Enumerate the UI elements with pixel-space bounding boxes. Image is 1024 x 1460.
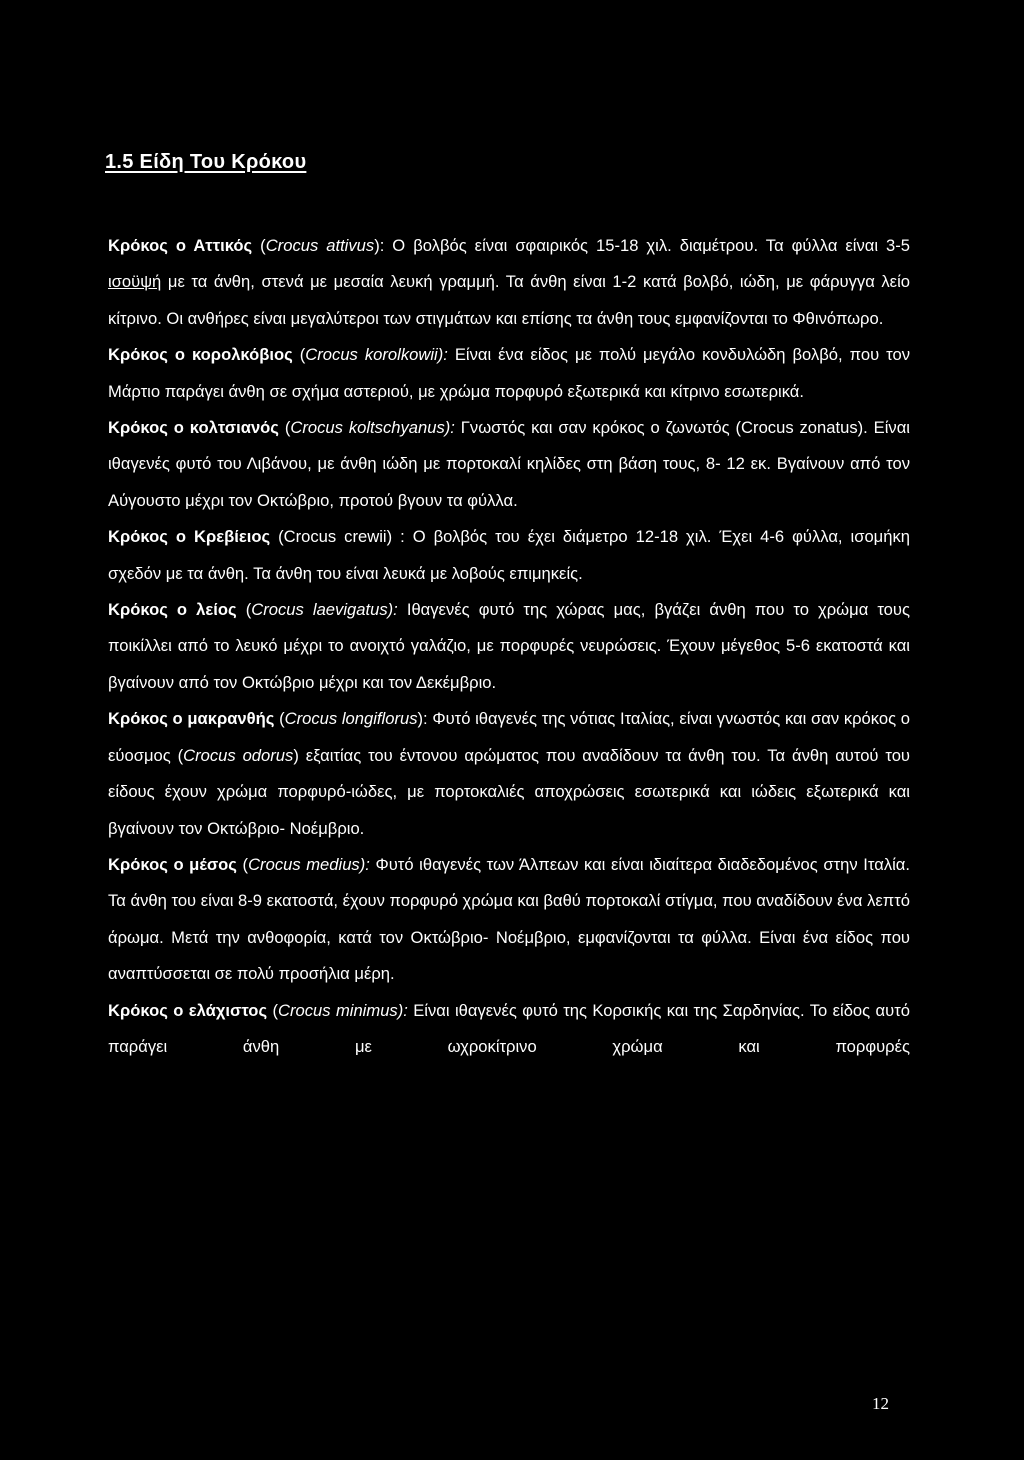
- species-name: Κρόκος ο Αττικός: [108, 236, 253, 255]
- latin-name: Crocus koltschyanus):: [290, 418, 455, 438]
- entry-crocus-attivus: Κρόκος ο Αττικός (Crocus attivus): Ο βολβός είναι σφαιρικός 15-18 χιλ. διαμέτρου. Τα φύλλα είναι 3-5 ισοϋψή με τα άνθη, στενά με μεσαία λευκή γραμμή. Τα άνθη είναι 1-2 κατά βολβό, ιώδη, με φάρυγγα λείο κίτρινο. Οι ανθήρες είναι μεγαλύτεροι των στιγμάτων και επίσης τα άνθη τους εμφανίζονται το Φθινόπωρο.: [108, 236, 910, 328]
- latin-name: Crocus longiflorus: [284, 709, 418, 729]
- species-name: Κρόκος ο Κρεβίειος: [108, 527, 271, 547]
- species-name: Κρόκος ο ελάχιστος: [108, 1000, 268, 1020]
- entry-crocus-korolkowii: Κρόκος ο κορολκόβιος (Crocus korolkowii): Είναι ένα είδος με πολύ μεγάλο κονδυλώδη βολβό, που τον Μάρτιο παράγει άνθη σε σχήμα αστεριού, με χρώμα πορφυρό εξωτερικά και κίτρινο εσωτερικά.: [108, 345, 910, 401]
- latin-name: Crocus korolkowii):: [305, 345, 448, 365]
- entry-crocus-minimus: Κρόκος ο ελάχιστος (Crocus minimus): Είναι ιθαγενές φυτό της Κορσικής και της Σαρδηνίας. Το είδος αυτό παράγει άνθη με ωχροκίτρινο χρώμα και πορφυρές: [108, 1000, 910, 1056]
- entry-crocus-crewii: Κρόκος ο Κρεβίειος (Crocus crewii) : Ο βολβός του έχει διάμετρο 12-18 χιλ. Έχει 4-6 φύλλα, ισομήκη σχεδόν με τα άνθη. Τα άνθη του είναι λευκά με λοβούς επιμηκείς.: [108, 527, 910, 583]
- underlined-term: ισοϋψή: [108, 272, 162, 292]
- species-list: [108, 228, 910, 1065]
- latin-name: Crocus attivus: [265, 236, 375, 255]
- species-name: Κρόκος ο κορολκόβιος: [108, 345, 293, 365]
- latin-name: Crocus minimus):: [278, 1000, 408, 1020]
- latin-name: Crocus odorus: [183, 745, 294, 765]
- species-name: Κρόκος ο λείος: [108, 600, 237, 620]
- section-heading: 1.5 Είδη Του Κρόκου: [105, 151, 307, 173]
- latin-name: Crocus laevigatus):: [251, 600, 398, 620]
- species-name: Κρόκος ο μέσος: [108, 854, 237, 874]
- page-number: 12: [872, 1394, 889, 1413]
- entry-crocus-longiflorus: Κρόκος ο μακρανθής (Crocus longiflorus): Φυτό ιθαγενές της νότιας Ιταλίας, είναι γνωστός και σαν κρόκος ο εύοσμος (Crocus odorus) εξαιτίας του έντονου αρώματος που αναδίδουν τα άνθη του. Τα άνθη αυτού του είδους έχουν χρώμα πορφυρό-ιώδες, με πορτοκαλιές αποχρώσεις εσωτερικά και ιώδεις εξωτερικά και βγαίνουν τον Οκτώβριο- Νοέμβριο.: [108, 709, 911, 838]
- species-name: Κρόκος ο μακρανθής: [108, 709, 275, 729]
- entry-crocus-laevigatus: Κρόκος ο λείος (Crocus laevigatus): Ιθαγενές φυτό της χώρας μας, βγάζει άνθη που το χρώμα τους ποικίλλει από το λευκό μέχρι το ανοιχτό γαλάζιο, με πορφυρές νευρώσεις. Έχουν μέγεθος 5-6 εκατοστά και βγαίνουν από τον Οκτώβριο μέχρι και τον Δεκέμβριο.: [108, 600, 910, 692]
- entry-crocus-koltschyanus: Κρόκος ο κολτσιανός (Crocus koltschyanus): Γνωστός και σαν κρόκος ο ζωνωτός (Crocus zonatus). Είναι ιθαγενές φυτό του Λιβάνου, με άνθη ιώδη με πορτοκαλί κηλίδες στη βάση τους, 8- 12 εκ. Βγαίνουν από τον Αύγουστο μέχρι τον Οκτώβριο, προτού βγουν τα φύλλα.: [108, 418, 910, 510]
- species-name: Κρόκος ο κολτσιανός: [108, 418, 279, 438]
- latin-name: Crocus medius):: [248, 854, 370, 874]
- entry-crocus-medius: Κρόκος ο μέσος (Crocus medius): Φυτό ιθαγενές των Άλπεων και είναι ιδιαίτερα διαδεδομένος στην Ιταλία. Τα άνθη του είναι 8-9 εκατοστά, έχουν πορφυρό χρώμα και βαθύ πορτοκαλί στίγμα, που αναδίδουν ένα λεπτό άρωμα. Μετά την ανθοφορία, κατά τον Οκτώβριο- Νοέμβριο, εμφανίζονται τα φύλλα. Είναι ένα είδος που αναπτύσσεται σε πολύ προσήλια μέρη.: [108, 854, 911, 984]
